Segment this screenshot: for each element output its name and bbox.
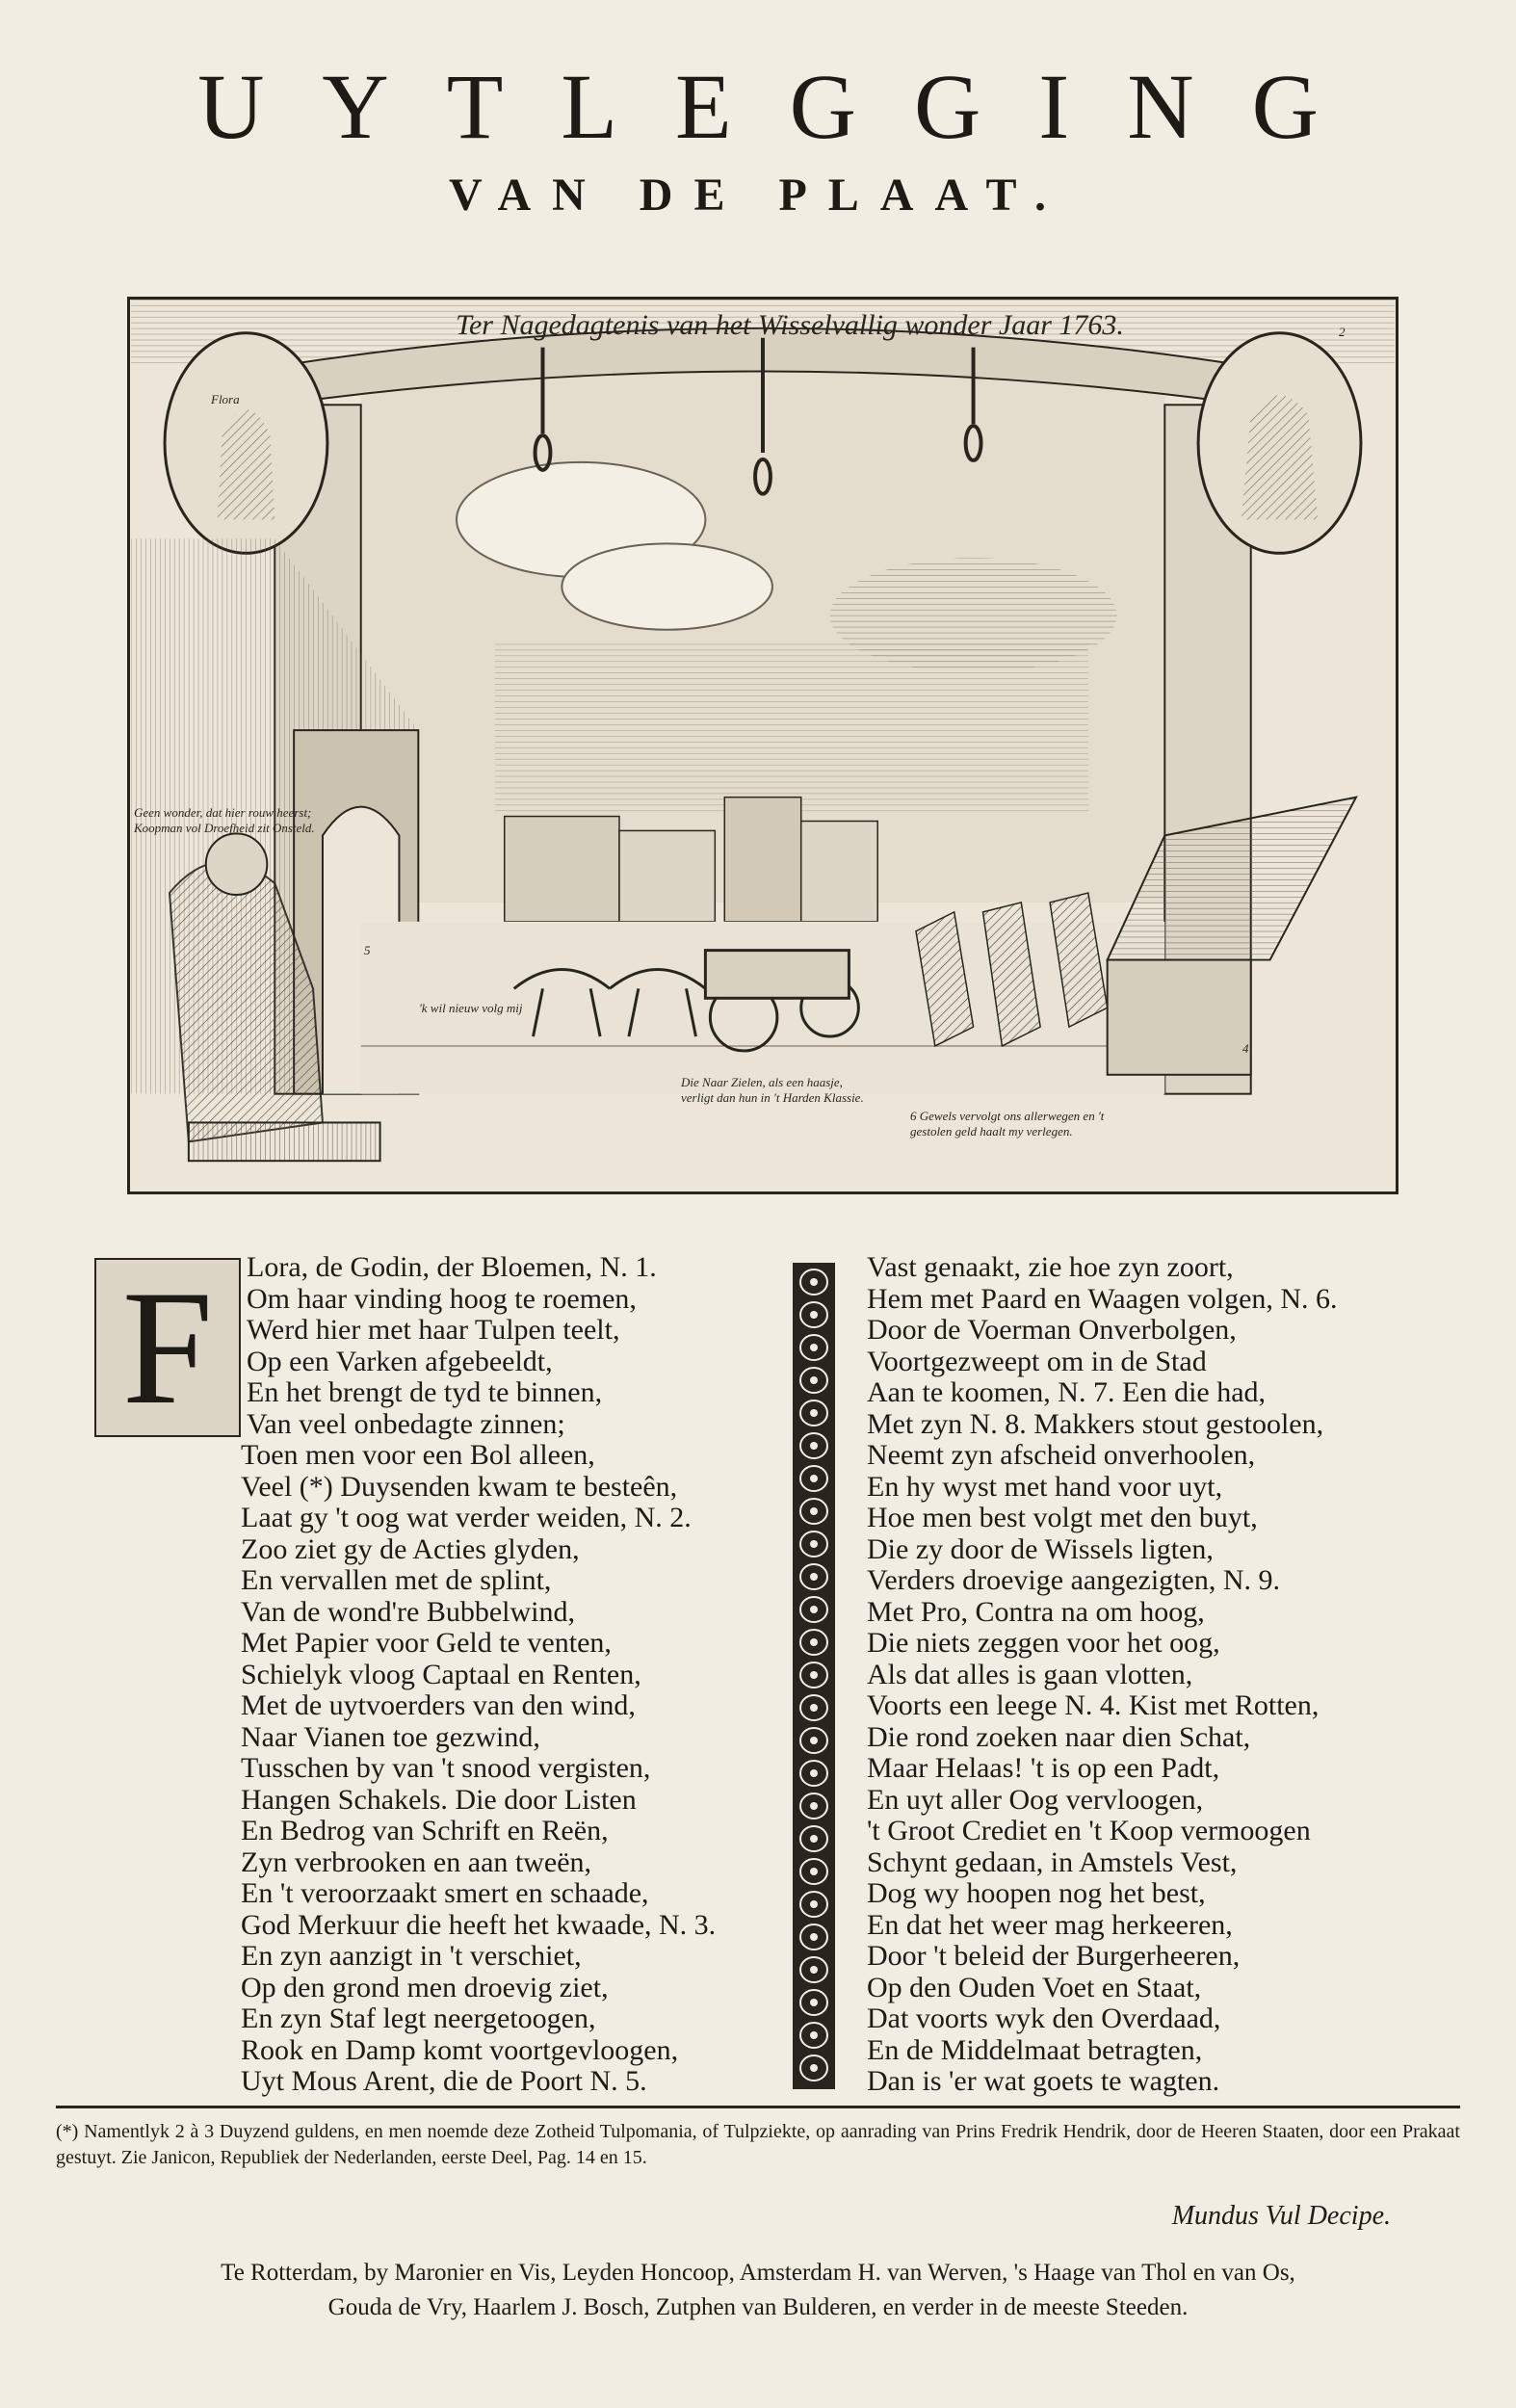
poem-line: Zoo ziet gy de Acties glyden, [241, 1532, 580, 1565]
motto: Mundus Vul Decipe. [1171, 2201, 1391, 2231]
poem-line: Voortgezweept om in de Stad [867, 1345, 1207, 1377]
poem-line: Met Pro, Contra na om hoog, [867, 1595, 1205, 1628]
poem-line: Door de Voerman Onverbolgen, [867, 1314, 1237, 1346]
poem-line: Dog wy hoopen nog het best, [867, 1877, 1206, 1909]
label-moor: 'k wil nieuw volg mij [419, 1001, 523, 1015]
poem-line: Tusschen by van 't snood vergisten, [241, 1752, 651, 1784]
poem-line: Om haar vinding hoog te roemen, [247, 1282, 637, 1315]
poem-line: Dan is 'er wat goets te wagten. [867, 2065, 1220, 2097]
poem-line: Door 't beleid der Burgerheeren, [867, 1940, 1241, 1972]
poem-line: Aan te koomen, N. 7. Een die had, [867, 1376, 1267, 1408]
poem-line: Van de wond're Bubbelwind, [241, 1595, 576, 1628]
plate-illustration [130, 300, 1396, 1191]
poem-line: 't Groot Crediet en 't Koop vermoogen [867, 1815, 1311, 1846]
poem-right-column [867, 1252, 1338, 2098]
imprint-line-1: Te Rotterdam, by Maronier en Vis, Leyden Honcoop, Amsterdam H. van Werven, 's Haage van Thol en van Os, [221, 2260, 1295, 2286]
poem-line: Lora, de Godin, der Bloemen, N. 1. [247, 1251, 657, 1283]
poem-line: Met de uytvoerders van den wind, [241, 1689, 636, 1721]
poem-line: En zyn Staf legt neergetoogen, [241, 2002, 596, 2034]
poem-line: Hangen Schakels. Die door Listen [241, 1783, 637, 1816]
poem-line: Laat gy 't oog wat verder weiden, N. 2. [241, 1502, 692, 1533]
poem-line: Maar Helaas! 't is op een Padt, [867, 1752, 1220, 1784]
poem-line: Verders droevige aangezigten, N. 9. [867, 1564, 1280, 1596]
imprint-line-2: Gouda de Vry, Haarlem J. Bosch, Zutphen van Bulderen, en verder in de meeste Steeden. [327, 2294, 1189, 2320]
poem-line: Met Papier voor Geld te venten, [241, 1627, 612, 1659]
page-title: UYTLEGGING [197, 55, 1376, 158]
poem-line: Die niets zeggen voor het oog, [867, 1627, 1220, 1659]
poem-line: Vast genaakt, zie hoe zyn zoort, [867, 1251, 1234, 1283]
poem-line: God Merkuur die heeft het kwaade, N. 3. [241, 1908, 717, 1941]
poem-line: En het brengt de tyd te binnen, [247, 1376, 603, 1408]
poem-line: En zyn aanzigt in 't verschiet, [241, 1940, 582, 1972]
poem-line: Dat voorts wyk den Overdaad, [867, 2002, 1221, 2034]
plate-inscription: Ter Nagedagtenis van het Wisselvallig wonder Jaar 1763. [456, 309, 1124, 341]
poem-line: Uyt Mous Arent, die de Poort N. 5. [241, 2065, 647, 2097]
poem-left-column [241, 1252, 716, 2098]
poem-line: Schynt gedaan, in Amstels Vest, [867, 1845, 1238, 1878]
label-n5: 5 [364, 943, 371, 957]
imprint [56, 2256, 1460, 2325]
poem-line: En 't veroorzaakt smert en schaade, [241, 1877, 649, 1909]
section-rule [56, 2106, 1460, 2108]
label-n6: 6 Gewels vervolgt ons allerwegen en 't gestolen geld haalt my verlegen. [910, 1109, 1105, 1139]
ornamental-divider [792, 1262, 836, 2090]
poem-line: Als dat alles is gaan vlotten, [867, 1658, 1193, 1690]
poem-line: En hy wyst met hand voor uyt, [867, 1470, 1223, 1503]
poem-line: Op den Ouden Voet en Staat, [867, 1971, 1202, 2003]
poem-line: Op een Varken afgebeeldt, [247, 1345, 553, 1377]
footnote: (*) Namentlyk 2 à 3 Duyzend guldens, en men noemde deze Zotheid Tulpomania, of Tulpziekte, op aanrading van Prins Fredrik Hendrik, door de Heeren Staaten, door een Prakaat gestuyt. Zie Janicon, Republiek der Nederlanden, eerste Deel, Pag. 14 en 15. [56, 2121, 1460, 2168]
poem-line: Op den grond men droevig ziet, [241, 1971, 609, 2003]
poem-line: Neemt zyn afscheid onverhoolen, [867, 1439, 1256, 1471]
poem-line: En dat het weer mag herkeeren, [867, 1908, 1233, 1941]
poem-line: Schielyk vloog Captaal en Renten, [241, 1658, 641, 1690]
label-n4: 4 [1242, 1041, 1249, 1056]
poem-line: Met zyn N. 8. Makkers stout gestoolen, [867, 1407, 1324, 1440]
poem-line: Die rond zoeken naar dien Schat, [867, 1720, 1251, 1753]
label-mercury-caption: Geen wonder, dat hier rouw heerst; Koopman vol Droefheid zit Onsteld. [134, 805, 315, 835]
poem-line: Veel (*) Duysenden kwam te besteên, [241, 1470, 678, 1503]
poem-line: Hoe men best volgt met den buyt, [867, 1502, 1258, 1533]
poem-line: Voorts een leege N. 4. Kist met Rotten, [867, 1689, 1320, 1721]
decorated-initial: F [94, 1258, 241, 1437]
poem-line: Toen men voor een Bol alleen, [241, 1439, 595, 1471]
label-n2: 2 [1339, 325, 1346, 339]
engraved-plate [127, 297, 1398, 1194]
page-subtitle: VAN DE PLAAT. [448, 170, 1068, 221]
poem-line: Hem met Paard en Waagen volgen, N. 6. [867, 1282, 1338, 1315]
poem-line: En uyt aller Oog vervloogen, [867, 1783, 1204, 1816]
poem-line: Werd hier met haar Tulpen teelt, [247, 1314, 620, 1346]
poem-line: En de Middelmaat betragten, [867, 2033, 1203, 2066]
poem-line: Van veel onbedagte zinnen; [247, 1407, 565, 1440]
poem-line: Naar Vianen toe gezwind, [241, 1720, 540, 1753]
poem-line: Rook en Damp komt voortgevloogen, [241, 2033, 679, 2066]
label-nags: Die Naar Zielen, als een haasje, verligt dan hun in 't Harden Klassie. [681, 1075, 864, 1105]
poem-line: En vervallen met de splint, [241, 1564, 552, 1596]
poem-line: En Bedrog van Schrift en Reën, [241, 1815, 609, 1846]
label-flora: Flora [211, 392, 240, 406]
poem-line: Zyn verbrooken en aan tweën, [241, 1845, 592, 1878]
poem-line: Die zy door de Wissels ligten, [867, 1532, 1214, 1565]
